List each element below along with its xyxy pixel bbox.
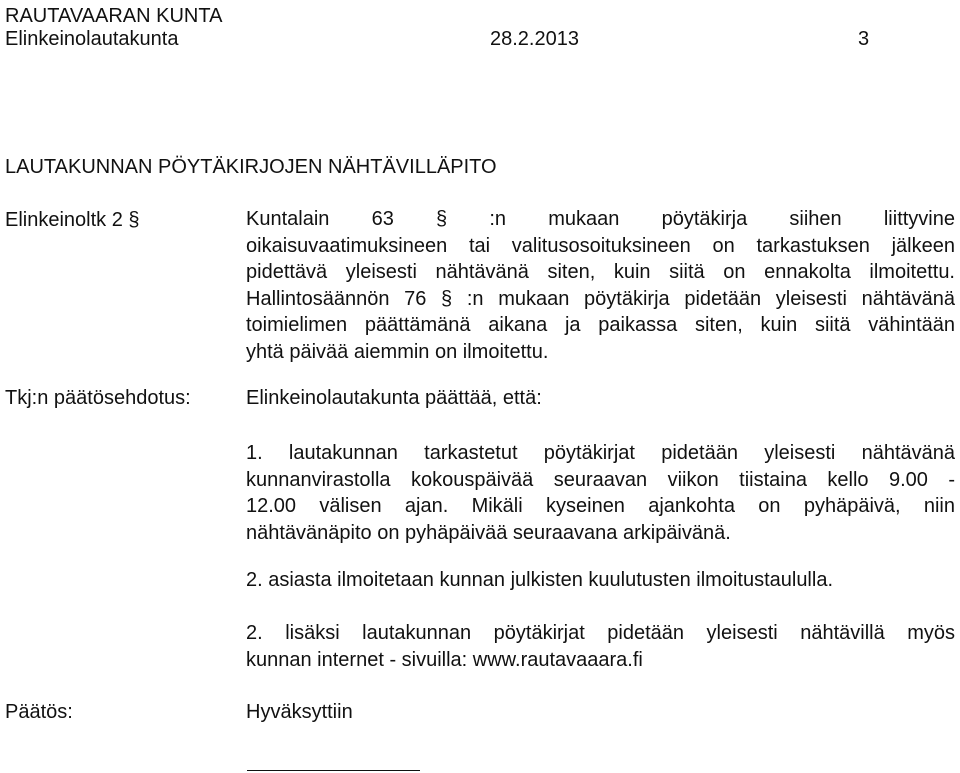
item-line: kunnan internet - sivuilla: www.rautavaaara.fi	[246, 648, 643, 671]
proposal-item-1	[246, 440, 955, 546]
intro-line: toimielimen päättämänä aikana ja paikassa siten, kuin siitä vähintään	[246, 314, 955, 337]
intro-line: oikaisuvaatimuksineen tai valitusosoituksineen on tarkastuksen jälkeen	[246, 234, 955, 257]
proposal-lead: Elinkeinolautakunta päättää, että:	[246, 387, 542, 409]
intro-line: yhtä päivää aiemmin on ilmoitettu.	[246, 340, 549, 363]
proposal-label: Tkj:n päätösehdotus:	[5, 387, 191, 409]
decision-value: Hyväksyttiin	[246, 701, 353, 723]
meeting-date: 28.2.2013	[490, 28, 579, 50]
decision-label: Päätös:	[5, 701, 73, 723]
item-line: 12.00 välisen ajan. Mikäli kyseinen ajankohta on pyhäpäivä, niin	[246, 495, 955, 518]
organization-name: RAUTAVAARAN KUNTA	[5, 5, 223, 27]
section-title: LAUTAKUNNAN PÖYTÄKIRJOJEN NÄHTÄVILLÄPITO	[5, 156, 497, 178]
intro-paragraph	[246, 206, 955, 366]
intro-line: Hallintosäännön 76 § :n mukaan pöytäkirja pidetään yleisesti nähtävänä	[246, 287, 955, 310]
item-line: kunnanvirastolla kokouspäivää seuraavan viikon tiistaina kello 9.00 -	[246, 468, 955, 491]
signature-line	[247, 770, 420, 771]
item-line: 2. lisäksi lautakunnan pöytäkirjat pidetään yleisesti nähtävillä myös	[246, 622, 955, 644]
proposal-item-3	[246, 620, 955, 673]
item-line: nähtävänäpito on pyhäpäivää seuraavana arkipäivänä.	[246, 521, 731, 544]
committee-name: Elinkeinolautakunta	[5, 28, 179, 50]
intro-line: pidettävä yleisesti nähtävänä siten, kuin siitä on ennakolta ilmoitettu.	[246, 261, 955, 284]
item-line: 1. lautakunnan tarkastetut pöytäkirjat pidetään yleisesti nähtävänä	[246, 442, 955, 464]
section-label: Elinkeinoltk 2 §	[5, 209, 140, 231]
proposal-item-2: 2. asiasta ilmoitetaan kunnan julkisten kuulutusten ilmoitustaululla.	[246, 569, 834, 591]
intro-line: Kuntalain 63 § :n mukaan pöytäkirja siihen liittyvine	[246, 208, 955, 230]
page-number: 3	[858, 28, 870, 50]
